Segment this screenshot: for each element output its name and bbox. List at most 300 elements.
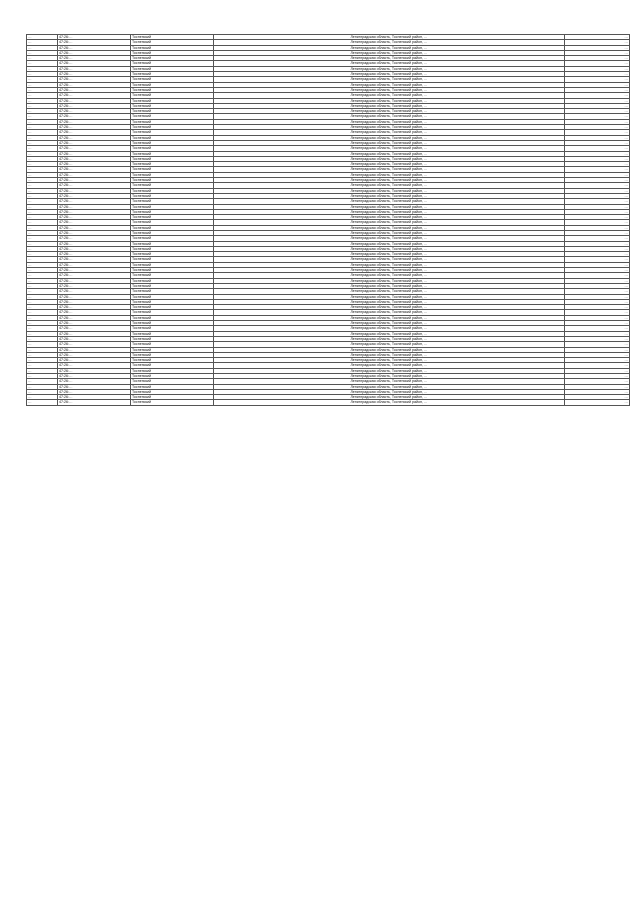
district-name: Тосненский	[131, 77, 214, 82]
cadastral-number: 47:26:…	[58, 45, 131, 50]
district-name: Тосненский	[131, 183, 214, 188]
cadastral-value: …	[565, 66, 630, 71]
cadastral-number: 47:26:…	[58, 215, 131, 220]
property-address: Ленинградская область, Тосненский район, …	[214, 114, 565, 119]
cadastral-number: 47:26:…	[58, 98, 131, 103]
cadastral-number: 47:26:…	[58, 294, 131, 299]
cadastral-number: 47:26:…	[58, 289, 131, 294]
district-name: Тосненский	[131, 119, 214, 124]
district-name: Тосненский	[131, 347, 214, 352]
district-name: Тосненский	[131, 193, 214, 198]
cadastral-number: 47:26:…	[58, 305, 131, 310]
cadastral-number: 47:26:…	[58, 363, 131, 368]
row-number: …	[27, 289, 58, 294]
cadastral-number: 47:26:…	[58, 172, 131, 177]
row-number: …	[27, 230, 58, 235]
cadastral-number: 47:26:…	[58, 125, 131, 130]
district-name: Тосненский	[131, 268, 214, 273]
row-number: …	[27, 188, 58, 193]
property-address: Ленинградская область, Тосненский район, …	[214, 347, 565, 352]
property-address: Ленинградская область, Тосненский район, …	[214, 310, 565, 315]
row-number: …	[27, 389, 58, 394]
cadastral-value: …	[565, 246, 630, 251]
district-name: Тосненский	[131, 35, 214, 40]
cadastral-value: …	[565, 294, 630, 299]
cadastral-value: …	[565, 347, 630, 352]
row-number: …	[27, 172, 58, 177]
cadastral-value: …	[565, 172, 630, 177]
cadastral-number: 47:26:…	[58, 188, 131, 193]
cadastral-value: …	[565, 77, 630, 82]
cadastral-number: 47:26:…	[58, 246, 131, 251]
row-number: …	[27, 178, 58, 183]
cadastral-number: 47:26:…	[58, 352, 131, 357]
row-number: …	[27, 326, 58, 331]
property-address: Ленинградская область, Тосненский район, …	[214, 283, 565, 288]
cadastral-number: 47:26:…	[58, 321, 131, 326]
cadastral-value: …	[565, 236, 630, 241]
row-number: …	[27, 299, 58, 304]
row-number: …	[27, 315, 58, 320]
cadastral-number: 47:26:…	[58, 167, 131, 172]
row-number: …	[27, 130, 58, 135]
cadastral-value: …	[565, 278, 630, 283]
row-number: …	[27, 358, 58, 363]
cadastral-value: …	[565, 379, 630, 384]
property-address: Ленинградская область, Тосненский район, …	[214, 45, 565, 50]
cadastral-number: 47:26:…	[58, 310, 131, 315]
cadastral-value: …	[565, 273, 630, 278]
cadastral-number: 47:26:…	[58, 130, 131, 135]
cadastral-number: 47:26:…	[58, 82, 131, 87]
cadastral-number: 47:26:…	[58, 278, 131, 283]
cadastral-number: 47:26:…	[58, 268, 131, 273]
row-number: …	[27, 278, 58, 283]
row-number: …	[27, 66, 58, 71]
cadastral-value: …	[565, 262, 630, 267]
cadastral-value: …	[565, 241, 630, 246]
cadastral-value: …	[565, 125, 630, 130]
property-address: Ленинградская область, Тосненский район, …	[214, 193, 565, 198]
row-number: …	[27, 35, 58, 40]
property-address: Ленинградская область, Тосненский район, …	[214, 273, 565, 278]
row-number: …	[27, 87, 58, 92]
cadastral-number: 47:26:…	[58, 183, 131, 188]
row-number: …	[27, 273, 58, 278]
property-address: Ленинградская область, Тосненский район, …	[214, 321, 565, 326]
row-number: …	[27, 236, 58, 241]
district-name: Тосненский	[131, 188, 214, 193]
property-address: Ленинградская область, Тосненский район, …	[214, 241, 565, 246]
row-number: …	[27, 146, 58, 151]
cadastral-number: 47:26:…	[58, 178, 131, 183]
cadastral-number: 47:26:…	[58, 61, 131, 66]
row-number: …	[27, 77, 58, 82]
district-name: Тосненский	[131, 151, 214, 156]
district-name: Тосненский	[131, 384, 214, 389]
row-number: …	[27, 61, 58, 66]
property-address: Ленинградская область, Тосненский район, …	[214, 268, 565, 273]
row-number: …	[27, 374, 58, 379]
district-name: Тосненский	[131, 299, 214, 304]
cadastral-value: …	[565, 199, 630, 204]
property-address: Ленинградская область, Тосненский район, …	[214, 56, 565, 61]
district-name: Тосненский	[131, 209, 214, 214]
property-address: Ленинградская область, Тосненский район, …	[214, 379, 565, 384]
property-address: Ленинградская область, Тосненский район, …	[214, 125, 565, 130]
row-number: …	[27, 50, 58, 55]
cadastral-value: …	[565, 193, 630, 198]
cadastral-value: …	[565, 119, 630, 124]
cadastral-number: 47:26:…	[58, 135, 131, 140]
row-number: …	[27, 140, 58, 145]
cadastral-value: …	[565, 146, 630, 151]
district-name: Тосненский	[131, 278, 214, 283]
cadastral-value: …	[565, 50, 630, 55]
property-address: Ленинградская область, Тосненский район, …	[214, 230, 565, 235]
district-name: Тосненский	[131, 342, 214, 347]
property-address: Ленинградская область, Тосненский район, …	[214, 358, 565, 363]
cadastral-value: …	[565, 252, 630, 257]
cadastral-value: …	[565, 151, 630, 156]
cadastral-value: …	[565, 167, 630, 172]
cadastral-value: …	[565, 56, 630, 61]
district-name: Тосненский	[131, 220, 214, 225]
cadastral-number: 47:26:…	[58, 236, 131, 241]
cadastral-value: …	[565, 384, 630, 389]
row-number: …	[27, 72, 58, 77]
cadastral-number: 47:26:…	[58, 72, 131, 77]
district-name: Тосненский	[131, 315, 214, 320]
row-number: …	[27, 193, 58, 198]
row-number: …	[27, 119, 58, 124]
row-number: …	[27, 268, 58, 273]
cadastral-value: …	[565, 109, 630, 114]
district-name: Тосненский	[131, 252, 214, 257]
property-address: Ленинградская область, Тосненский район, …	[214, 246, 565, 251]
row-number: …	[27, 220, 58, 225]
property-address: Ленинградская область, Тосненский район, …	[214, 40, 565, 45]
cadastral-value: …	[565, 114, 630, 119]
row-number: …	[27, 135, 58, 140]
cadastral-value: …	[565, 45, 630, 50]
cadastral-number: 47:26:…	[58, 315, 131, 320]
cadastral-value: …	[565, 209, 630, 214]
row-number: …	[27, 310, 58, 315]
district-name: Тосненский	[131, 363, 214, 368]
cadastral-value: …	[565, 400, 630, 405]
district-name: Тосненский	[131, 273, 214, 278]
row-number: …	[27, 331, 58, 336]
property-address: Ленинградская область, Тосненский район, …	[214, 352, 565, 357]
row-number: …	[27, 199, 58, 204]
cadastral-value: …	[565, 315, 630, 320]
cadastral-number: 47:26:…	[58, 336, 131, 341]
property-address: Ленинградская область, Тосненский район, …	[214, 109, 565, 114]
property-address: Ленинградская область, Тосненский район, …	[214, 384, 565, 389]
cadastral-value: …	[565, 289, 630, 294]
row-number: …	[27, 241, 58, 246]
property-address: Ленинградская область, Тосненский район, …	[214, 72, 565, 77]
cadastral-value: …	[565, 61, 630, 66]
district-name: Тосненский	[131, 50, 214, 55]
cadastral-number: 47:26:…	[58, 299, 131, 304]
cadastral-value: …	[565, 305, 630, 310]
cadastral-value: …	[565, 140, 630, 145]
property-address: Ленинградская область, Тосненский район, …	[214, 87, 565, 92]
cadastral-number: 47:26:…	[58, 193, 131, 198]
property-address: Ленинградская область, Тосненский район, …	[214, 151, 565, 156]
district-name: Тосненский	[131, 294, 214, 299]
district-name: Тосненский	[131, 379, 214, 384]
district-name: Тосненский	[131, 389, 214, 394]
district-name: Тосненский	[131, 98, 214, 103]
property-address: Ленинградская область, Тосненский район, …	[214, 374, 565, 379]
cadastral-value: …	[565, 326, 630, 331]
cadastral-number: 47:26:…	[58, 225, 131, 230]
cadastral-value: …	[565, 204, 630, 209]
district-name: Тосненский	[131, 125, 214, 130]
row-number: …	[27, 257, 58, 262]
property-address: Ленинградская область, Тосненский район, …	[214, 305, 565, 310]
property-address: Ленинградская область, Тосненский район, …	[214, 167, 565, 172]
district-name: Тосненский	[131, 178, 214, 183]
row-number: …	[27, 225, 58, 230]
district-name: Тосненский	[131, 146, 214, 151]
property-address: Ленинградская область, Тосненский район, …	[214, 50, 565, 55]
row-number: …	[27, 183, 58, 188]
district-name: Тосненский	[131, 135, 214, 140]
cadastral-number: 47:26:…	[58, 114, 131, 119]
cadastral-number: 47:26:…	[58, 283, 131, 288]
district-name: Тосненский	[131, 87, 214, 92]
cadastral-number: 47:26:…	[58, 151, 131, 156]
property-address: Ленинградская область, Тосненский район, …	[214, 220, 565, 225]
district-name: Тосненский	[131, 103, 214, 108]
cadastral-number: 47:26:…	[58, 87, 131, 92]
property-address: Ленинградская область, Тосненский район, …	[214, 130, 565, 135]
district-name: Тосненский	[131, 336, 214, 341]
property-address: Ленинградская область, Тосненский район, …	[214, 204, 565, 209]
cadastral-value: …	[565, 156, 630, 161]
cadastral-value: …	[565, 188, 630, 193]
row-number: …	[27, 109, 58, 114]
district-name: Тосненский	[131, 374, 214, 379]
row-number: …	[27, 82, 58, 87]
property-address: Ленинградская область, Тосненский район, …	[214, 262, 565, 267]
cadastral-number: 47:26:…	[58, 347, 131, 352]
district-name: Тосненский	[131, 257, 214, 262]
property-address: Ленинградская область, Тосненский район, …	[214, 140, 565, 145]
cadastral-value: …	[565, 299, 630, 304]
property-address: Ленинградская область, Тосненский район, …	[214, 315, 565, 320]
property-address: Ленинградская область, Тосненский район, …	[214, 342, 565, 347]
cadastral-value: …	[565, 230, 630, 235]
cadastral-value: …	[565, 178, 630, 183]
registry-sheet	[26, 34, 628, 406]
cadastral-value: …	[565, 321, 630, 326]
cadastral-value: …	[565, 225, 630, 230]
district-name: Тосненский	[131, 130, 214, 135]
row-number: …	[27, 294, 58, 299]
district-name: Тосненский	[131, 236, 214, 241]
property-address: Ленинградская область, Тосненский район, …	[214, 162, 565, 167]
row-number: …	[27, 93, 58, 98]
property-address: Ленинградская область, Тосненский район, …	[214, 395, 565, 400]
district-name: Тосненский	[131, 400, 214, 405]
property-address: Ленинградская область, Тосненский район, …	[214, 225, 565, 230]
row-number: …	[27, 56, 58, 61]
property-address: Ленинградская область, Тосненский район, …	[214, 389, 565, 394]
property-address: Ленинградская область, Тосненский район, …	[214, 135, 565, 140]
cadastral-number: 47:26:…	[58, 40, 131, 45]
cadastral-number: 47:26:…	[58, 140, 131, 145]
cadastral-value: …	[565, 352, 630, 357]
cadastral-number: 47:26:…	[58, 109, 131, 114]
district-name: Тосненский	[131, 241, 214, 246]
cadastral-value: …	[565, 310, 630, 315]
cadastral-number: 47:26:…	[58, 241, 131, 246]
row-number: …	[27, 262, 58, 267]
cadastral-value: …	[565, 103, 630, 108]
cadastral-number: 47:26:…	[58, 331, 131, 336]
district-name: Тосненский	[131, 114, 214, 119]
cadastral-value: …	[565, 342, 630, 347]
cadastral-value: …	[565, 336, 630, 341]
district-name: Тосненский	[131, 199, 214, 204]
property-address: Ленинградская область, Тосненский район, …	[214, 252, 565, 257]
cadastral-value: …	[565, 374, 630, 379]
district-name: Тосненский	[131, 289, 214, 294]
property-address: Ленинградская область, Тосненский район, …	[214, 199, 565, 204]
cadastral-value: …	[565, 130, 630, 135]
property-address: Ленинградская область, Тосненский район, …	[214, 363, 565, 368]
district-name: Тосненский	[131, 72, 214, 77]
property-address: Ленинградская область, Тосненский район, …	[214, 257, 565, 262]
district-name: Тосненский	[131, 331, 214, 336]
property-address: Ленинградская область, Тосненский район, …	[214, 82, 565, 87]
property-address: Ленинградская область, Тосненский район, …	[214, 156, 565, 161]
cadastral-number: 47:26:…	[58, 384, 131, 389]
row-number: …	[27, 252, 58, 257]
row-number: …	[27, 204, 58, 209]
district-name: Тосненский	[131, 82, 214, 87]
row-number: …	[27, 125, 58, 130]
property-address: Ленинградская область, Тосненский район, …	[214, 209, 565, 214]
district-name: Тосненский	[131, 61, 214, 66]
property-address: Ленинградская область, Тосненский район, …	[214, 77, 565, 82]
district-name: Тосненский	[131, 167, 214, 172]
cadastral-value: …	[565, 87, 630, 92]
property-address: Ленинградская область, Тосненский район, …	[214, 61, 565, 66]
cadastral-number: 47:26:…	[58, 146, 131, 151]
district-name: Тосненский	[131, 225, 214, 230]
property-address: Ленинградская область, Тосненский район, …	[214, 368, 565, 373]
property-address: Ленинградская область, Тосненский район, …	[214, 236, 565, 241]
row-number: …	[27, 40, 58, 45]
row-number: …	[27, 336, 58, 341]
cadastral-value: …	[565, 183, 630, 188]
property-address: Ленинградская область, Тосненский район, …	[214, 172, 565, 177]
cadastral-number: 47:26:…	[58, 50, 131, 55]
cadastral-number: 47:26:…	[58, 204, 131, 209]
district-name: Тосненский	[131, 246, 214, 251]
cadastral-number: 47:26:…	[58, 77, 131, 82]
property-address: Ленинградская область, Тосненский район, …	[214, 103, 565, 108]
row-number: …	[27, 352, 58, 357]
district-name: Тосненский	[131, 283, 214, 288]
row-number: …	[27, 400, 58, 405]
cadastral-number: 47:26:…	[58, 162, 131, 167]
cadastral-value: …	[565, 35, 630, 40]
row-number: …	[27, 156, 58, 161]
property-address: Ленинградская область, Тосненский район, …	[214, 93, 565, 98]
district-name: Тосненский	[131, 140, 214, 145]
row-number: …	[27, 215, 58, 220]
row-number: …	[27, 363, 58, 368]
cadastral-number: 47:26:…	[58, 368, 131, 373]
district-name: Тосненский	[131, 156, 214, 161]
property-address: Ленинградская область, Тосненский район, …	[214, 326, 565, 331]
row-number: …	[27, 283, 58, 288]
cadastral-number: 47:26:…	[58, 230, 131, 235]
cadastral-number: 47:26:…	[58, 262, 131, 267]
district-name: Тосненский	[131, 352, 214, 357]
cadastral-value: …	[565, 93, 630, 98]
cadastral-value: …	[565, 368, 630, 373]
cadastral-number: 47:26:…	[58, 257, 131, 262]
registry-table	[26, 34, 630, 406]
property-address: Ленинградская область, Тосненский район, …	[214, 278, 565, 283]
cadastral-value: …	[565, 220, 630, 225]
property-address: Ленинградская область, Тосненский район, …	[214, 299, 565, 304]
district-name: Тосненский	[131, 368, 214, 373]
cadastral-value: …	[565, 363, 630, 368]
district-name: Тосненский	[131, 109, 214, 114]
row-number: …	[27, 384, 58, 389]
property-address: Ленинградская область, Тосненский район, …	[214, 400, 565, 405]
row-number: …	[27, 342, 58, 347]
cadastral-value: …	[565, 135, 630, 140]
row-number: …	[27, 347, 58, 352]
district-name: Тосненский	[131, 56, 214, 61]
property-address: Ленинградская область, Тосненский район, …	[214, 215, 565, 220]
district-name: Тосненский	[131, 204, 214, 209]
property-address: Ленинградская область, Тосненский район, …	[214, 146, 565, 151]
row-number: …	[27, 151, 58, 156]
property-address: Ленинградская область, Тосненский район, …	[214, 294, 565, 299]
row-number: …	[27, 321, 58, 326]
cadastral-value: …	[565, 162, 630, 167]
cadastral-value: …	[565, 283, 630, 288]
cadastral-value: …	[565, 98, 630, 103]
cadastral-number: 47:26:…	[58, 156, 131, 161]
row-number: …	[27, 103, 58, 108]
cadastral-number: 47:26:…	[58, 119, 131, 124]
row-number: …	[27, 395, 58, 400]
cadastral-value: …	[565, 268, 630, 273]
district-name: Тосненский	[131, 310, 214, 315]
district-name: Тосненский	[131, 172, 214, 177]
cadastral-value: …	[565, 358, 630, 363]
cadastral-number: 47:26:…	[58, 220, 131, 225]
property-address: Ленинградская область, Тосненский район, …	[214, 35, 565, 40]
row-number: …	[27, 368, 58, 373]
cadastral-number: 47:26:…	[58, 374, 131, 379]
property-address: Ленинградская область, Тосненский район, …	[214, 331, 565, 336]
row-number: …	[27, 162, 58, 167]
property-address: Ленинградская область, Тосненский район, …	[214, 119, 565, 124]
